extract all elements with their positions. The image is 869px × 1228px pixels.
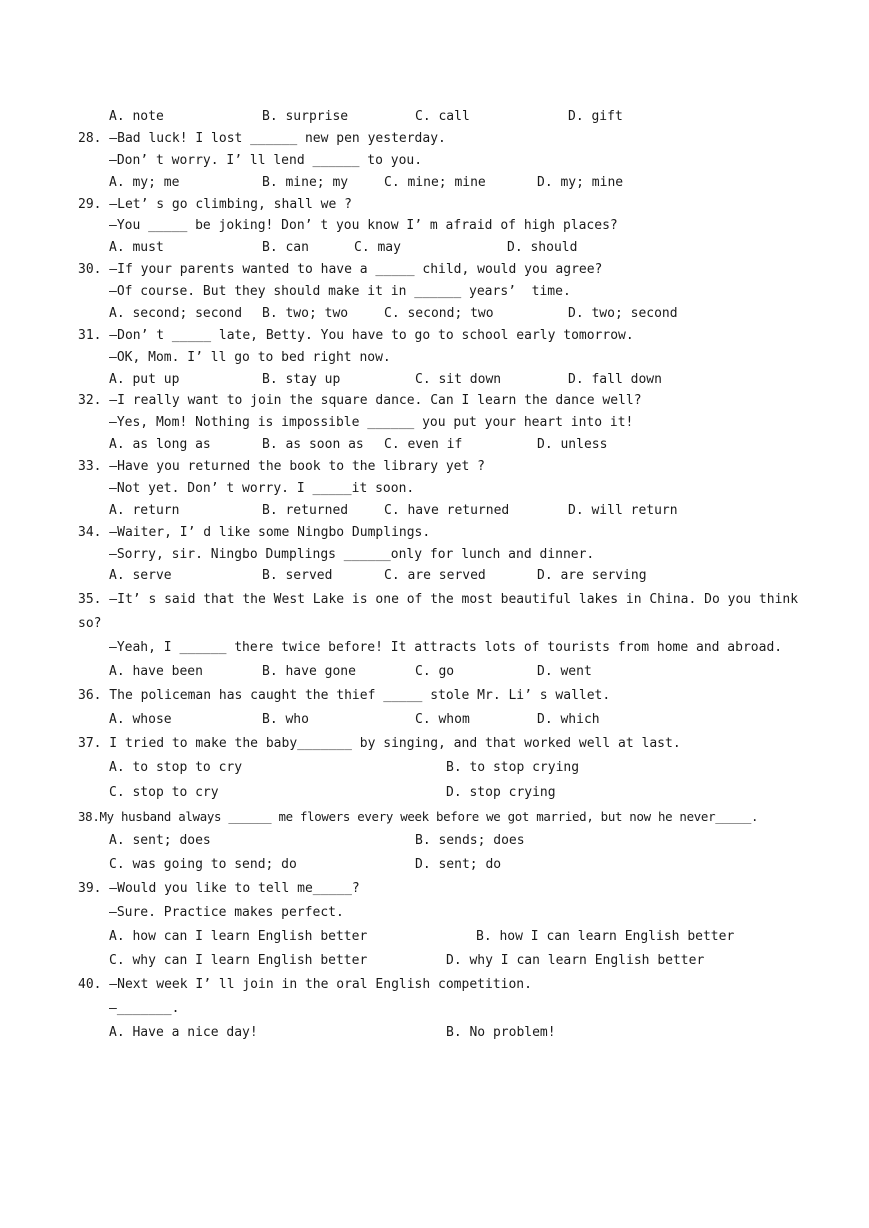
q37-option-d: D. stop crying	[446, 785, 556, 800]
q37-option-b: B. to stop crying	[446, 760, 580, 775]
q35-reply: —Yeah, I ______ there twice before! It attracts lots of tourists from home and abroad.	[109, 640, 783, 655]
q34-stem: 34. —Waiter, I’ d like some Ningbo Dumplings.	[78, 525, 431, 540]
q35-option-d: D. went	[537, 664, 592, 679]
q27-option-a: A. note	[109, 109, 164, 124]
q27-option-c: C. call	[415, 109, 470, 124]
q36-option-d: D. which	[537, 712, 600, 727]
q33-stem: 33. —Have you returned the book to the library yet ?	[78, 459, 485, 474]
q30-stem: 30. —If your parents wanted to have a _____ child, would you agree?	[78, 262, 603, 277]
q30-option-b: B. two; two	[262, 306, 349, 321]
q28-reply: —Don’ t worry. I’ ll lend ______ to you.	[109, 153, 423, 168]
q34-option-d: D. are serving	[537, 568, 647, 583]
q37-option-a: A. to stop to cry	[109, 760, 243, 775]
q32-option-d: D. unless	[537, 437, 608, 452]
q36-option-b: B. who	[262, 712, 309, 727]
q36-option-a: A. whose	[109, 712, 172, 727]
q33-option-b: B. returned	[262, 503, 349, 518]
q31-option-c: C. sit down	[415, 372, 502, 387]
q39-stem: 39. —Would you like to tell me_____?	[78, 881, 360, 896]
q29-option-b: B. can	[262, 240, 309, 255]
q39-option-c: C. why can I learn English better	[109, 953, 368, 968]
q40-reply: —_______.	[109, 1001, 180, 1016]
q31-stem: 31. —Don’ t _____ late, Betty. You have to go to school early tomorrow.	[78, 328, 634, 343]
q27-option-d: D. gift	[568, 109, 623, 124]
q32-option-a: A. as long as	[109, 437, 211, 452]
q34-option-b: B. served	[262, 568, 333, 583]
q38-option-b: B. sends; does	[415, 833, 525, 848]
q38-option-c: C. was going to send; do	[109, 857, 297, 872]
q29-reply: —You _____ be joking! Don’ t you know I’ m afraid of high places?	[109, 218, 618, 233]
q32-option-c: C. even if	[384, 437, 463, 452]
q27-option-b: B. surprise	[262, 109, 349, 124]
q31-option-a: A. put up	[109, 372, 180, 387]
q39-reply: —Sure. Practice makes perfect.	[109, 905, 344, 920]
q34-option-c: C. are served	[384, 568, 486, 583]
q29-option-a: A. must	[109, 240, 164, 255]
q29-option-d: D. should	[507, 240, 578, 255]
q33-option-c: C. have returned	[384, 503, 510, 518]
q28-stem: 28. —Bad luck! I lost ______ new pen yesterday.	[78, 131, 446, 146]
q35-stem: 35. —It’ s said that the West Lake is one of the most beautiful lakes in China. Do you think	[78, 592, 799, 607]
q30-option-a: A. second; second	[109, 306, 243, 321]
q28-option-a: A. my; me	[109, 175, 180, 190]
q38-option-a: A. sent; does	[109, 833, 211, 848]
q33-option-a: A. return	[109, 503, 180, 518]
q28-option-b: B. mine; my	[262, 175, 349, 190]
q31-reply: —OK, Mom. I’ ll go to bed right now.	[109, 350, 391, 365]
q28-option-d: D. my; mine	[537, 175, 624, 190]
q35-stem-continued: so?	[78, 616, 102, 631]
q32-reply: —Yes, Mom! Nothing is impossible ______ you put your heart into it!	[109, 415, 634, 430]
q40-stem: 40. —Next week I’ ll join in the oral English competition.	[78, 977, 532, 992]
q35-option-a: A. have been	[109, 664, 203, 679]
q29-stem: 29. —Let’ s go climbing, shall we ?	[78, 197, 352, 212]
q35-option-b: B. have gone	[262, 664, 356, 679]
q33-option-d: D. will return	[568, 503, 678, 518]
q32-option-b: B. as soon as	[262, 437, 364, 452]
q30-option-c: C. second; two	[384, 306, 494, 321]
q39-option-a: A. how can I learn English better	[109, 929, 368, 944]
q35-option-c: C. go	[415, 664, 455, 679]
q30-reply: —Of course. But they should make it in ______ years’ time.	[109, 284, 571, 299]
q31-option-d: D. fall down	[568, 372, 662, 387]
q31-option-b: B. stay up	[262, 372, 341, 387]
q39-option-b: B. how I can learn English better	[476, 929, 735, 944]
q40-option-b: B. No problem!	[446, 1025, 556, 1040]
q38-option-d: D. sent; do	[415, 857, 502, 872]
q30-option-d: D. two; second	[568, 306, 678, 321]
q28-option-c: C. mine; mine	[384, 175, 486, 190]
q39-option-d: D. why I can learn English better	[446, 953, 705, 968]
q37-stem: 37. I tried to make the baby_______ by singing, and that worked well at last.	[78, 736, 681, 751]
q40-option-a: A. Have a nice day!	[109, 1025, 258, 1040]
q33-reply: —Not yet. Don’ t worry. I _____it soon.	[109, 481, 415, 496]
q37-option-c: C. stop to cry	[109, 785, 219, 800]
q34-option-a: A. serve	[109, 568, 172, 583]
q36-stem: 36. The policeman has caught the thief _____ stole Mr. Li’ s wallet.	[78, 688, 611, 703]
q34-reply: —Sorry, sir. Ningbo Dumplings ______only for lunch and dinner.	[109, 547, 595, 562]
q29-option-c: C. may	[354, 240, 401, 255]
q36-option-c: C. whom	[415, 712, 470, 727]
q32-stem: 32. —I really want to join the square dance. Can I learn the dance well?	[78, 393, 642, 408]
q38-stem: 38.My husband always ______ me flowers every week before we got married, but now he never_____.	[78, 809, 759, 824]
